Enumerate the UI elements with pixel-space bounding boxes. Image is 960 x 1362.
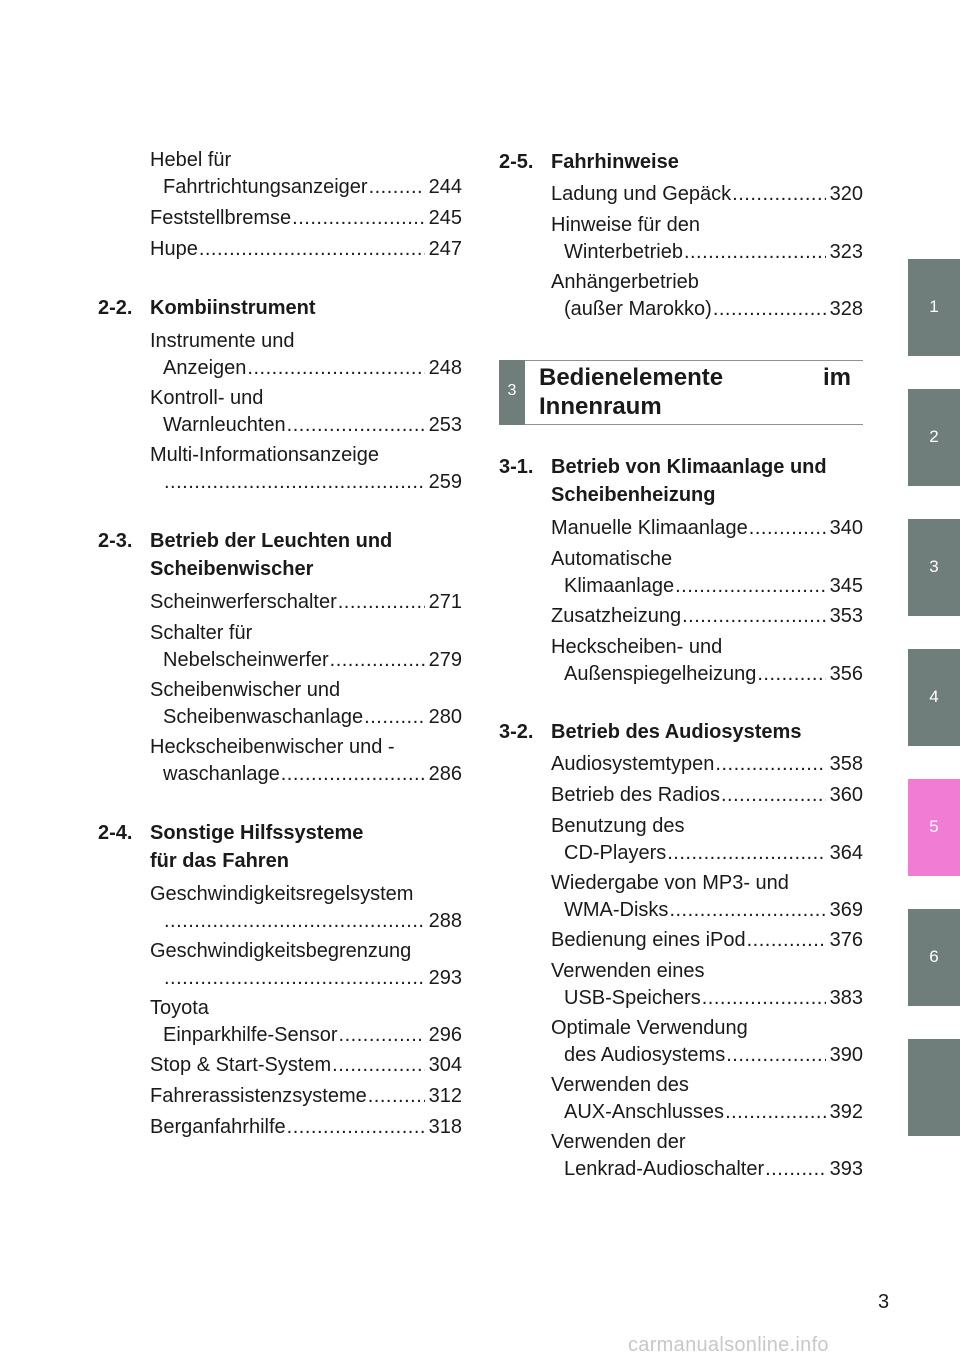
toc-page-number: 293	[428, 967, 462, 989]
section-number: 2-4.	[98, 822, 133, 844]
chapter-tab-3[interactable]	[908, 519, 960, 616]
toc-page-number: 244	[428, 176, 462, 198]
toc-page-number: 245	[428, 207, 462, 229]
toc-entry-line	[150, 734, 462, 761]
toc-entry-line	[150, 385, 462, 412]
dot-leader	[281, 761, 425, 788]
chapter-number: 3	[507, 382, 517, 399]
toc-entry-text: Scheibenwaschanlage	[163, 706, 364, 728]
section-number: 2-3.	[98, 530, 133, 552]
chapter-heading-box	[499, 360, 863, 425]
toc-page-number: 247	[428, 238, 462, 260]
toc-entry-line	[150, 355, 462, 382]
toc-entry[interactable]	[551, 1015, 863, 1069]
dot-leader	[164, 469, 425, 496]
toc-entry-line	[150, 1083, 462, 1110]
toc-entry-text: Geschwindigkeitsregelsystem	[150, 883, 414, 905]
toc-entry-line	[551, 573, 863, 600]
chapter-number-tab	[499, 360, 525, 425]
dot-leader	[725, 1099, 826, 1126]
toc-entry[interactable]	[551, 958, 863, 1012]
toc-entry[interactable]	[150, 677, 462, 731]
toc-entry-line	[150, 147, 462, 174]
toc-entry-text: AUX-Anschlusses	[564, 1101, 725, 1123]
chapter-tab-index[interactable]	[908, 1039, 960, 1136]
toc-entry-line	[150, 647, 462, 674]
toc-entry-line	[150, 589, 462, 616]
toc-entry[interactable]	[150, 995, 462, 1049]
toc-entry-line	[551, 546, 863, 573]
toc-entry-text: Verwenden des	[551, 1074, 689, 1096]
toc-entry-line	[150, 761, 462, 788]
toc-entry[interactable]	[551, 212, 863, 266]
toc-entry-line	[150, 236, 462, 263]
toc-entry-text: Hupe	[150, 238, 198, 260]
toc-entry[interactable]	[150, 938, 462, 992]
toc-entry[interactable]	[150, 205, 462, 232]
toc-entry-text: Feststellbremse	[150, 207, 292, 229]
section-number: 3-1.	[499, 456, 534, 478]
dot-leader	[669, 897, 825, 924]
toc-entry-line	[551, 985, 863, 1012]
toc-page-number: 288	[428, 910, 462, 932]
chapter-tab-label: 6	[929, 947, 939, 966]
toc-page-number: 383	[829, 987, 863, 1009]
toc-entry-line	[150, 328, 462, 355]
toc-page-number: 353	[829, 605, 863, 627]
dot-leader	[368, 1083, 425, 1110]
toc-entry-text: Warnleuchten	[163, 414, 286, 436]
section-title: Sonstige Hilfssysteme für das Fahren	[150, 822, 364, 872]
toc-entry-line	[551, 212, 863, 239]
toc-entry[interactable]	[150, 147, 462, 201]
toc-page-number: 320	[829, 183, 863, 205]
dot-leader	[675, 573, 826, 600]
toc-entry[interactable]	[150, 620, 462, 674]
dot-leader	[757, 661, 825, 688]
toc-entry-text: Toyota	[150, 997, 209, 1019]
dot-leader	[364, 704, 424, 731]
toc-entry-text: CD-Players	[564, 842, 667, 864]
section-title: Betrieb der Leuchten und Scheibenwischer	[150, 530, 393, 580]
toc-entry[interactable]	[150, 1083, 462, 1110]
toc-entry-line	[551, 1042, 863, 1069]
toc-page-number: 358	[829, 753, 863, 775]
toc-entry-text: Schalter für	[150, 622, 253, 644]
toc-entry-line	[150, 620, 462, 647]
page-number: 3	[878, 1291, 890, 1313]
toc-entry-text: Einparkhilfe-Sensor	[163, 1024, 338, 1046]
toc-entry-text: Zusatzheizung	[551, 605, 682, 627]
dot-leader	[332, 1052, 424, 1079]
toc-entry-line	[150, 881, 462, 908]
toc-entry[interactable]	[551, 782, 863, 809]
dot-leader	[684, 239, 826, 266]
toc-page-number: 364	[829, 842, 863, 864]
dot-leader	[765, 1156, 826, 1183]
toc-page-number: 280	[428, 706, 462, 728]
section-number: 2-5.	[499, 151, 534, 173]
toc-entry-line	[551, 239, 863, 266]
watermark: carmanualsonline.info	[628, 1334, 829, 1356]
toc-entry-text: Fahrtrichtungsanzeiger	[163, 176, 368, 198]
toc-page-number: 390	[829, 1044, 863, 1066]
toc-entry-line	[150, 965, 462, 992]
toc-entry-text: Automatische	[551, 548, 673, 570]
toc-entry-text: Heckscheiben- und	[551, 636, 723, 658]
dot-leader	[338, 589, 425, 616]
dot-leader	[164, 965, 425, 992]
chapter-tab-label: 3	[929, 557, 939, 576]
chapter-tab-1[interactable]	[908, 259, 960, 356]
toc-entry-text: Hebel für	[150, 149, 232, 171]
toc-entry-text: Scheinwerferschalter	[150, 591, 337, 613]
toc-page-number: 279	[428, 649, 462, 671]
section-number: 2-2.	[98, 297, 133, 319]
section-number: 3-2.	[499, 721, 534, 743]
dot-leader	[713, 296, 826, 323]
toc-entry-line	[150, 677, 462, 704]
chapter-tab-label: 2	[929, 427, 939, 446]
toc-entry-line	[551, 870, 863, 897]
dot-leader	[715, 751, 825, 778]
chapter-rule-top	[525, 360, 863, 361]
chapter-tab-2[interactable]	[908, 389, 960, 486]
dot-leader	[747, 927, 826, 954]
toc-entry-line	[551, 782, 863, 809]
toc-entry[interactable]	[551, 927, 863, 954]
toc-entry-line	[551, 958, 863, 985]
toc-entry-text: Verwenden eines	[551, 960, 705, 982]
toc-entry-text: Anhängerbetrieb	[551, 271, 699, 293]
toc-entry-line	[150, 442, 462, 469]
toc-entry-line	[150, 938, 462, 965]
toc-entry-text: Berganfahrhilfe	[150, 1116, 286, 1138]
toc-entry-text: Betrieb des Radios	[551, 784, 720, 806]
toc-entry[interactable]	[150, 442, 462, 496]
dot-leader	[292, 205, 424, 232]
toc-entry-text: Fahrerassistenzsysteme	[150, 1085, 367, 1107]
toc-entry-line	[150, 412, 462, 439]
toc-entry-line	[150, 205, 462, 232]
toc-page-number: 253	[428, 414, 462, 436]
toc-entry-line	[150, 704, 462, 731]
dot-leader	[667, 840, 825, 867]
toc-entry-text: USB-Speichers	[564, 987, 701, 1009]
toc-entry[interactable]	[551, 181, 863, 208]
toc-entry-text: Geschwindigkeitsbegrenzung	[150, 940, 412, 962]
toc-entry-text: Ladung und Gepäck	[551, 183, 732, 205]
toc-entry-text: Wiedergabe von MP3- und	[551, 872, 789, 894]
toc-entry-line	[150, 1022, 462, 1049]
dot-leader	[369, 174, 425, 201]
toc-entry[interactable]	[551, 813, 863, 867]
toc-entry-text: waschanlage	[163, 763, 280, 785]
toc-entry[interactable]	[551, 603, 863, 630]
toc-page-number: 248	[428, 357, 462, 379]
dot-leader	[287, 1114, 425, 1141]
toc-entry-text: Bedienung eines iPod	[551, 929, 746, 951]
toc-entry-line	[551, 1156, 863, 1183]
toc-entry-line	[551, 751, 863, 778]
toc-entry-text: Kontroll- und	[150, 387, 264, 409]
toc-entry-text: Optimale Verwendung	[551, 1017, 748, 1039]
toc-page-number: 376	[829, 929, 863, 951]
toc-entry[interactable]	[551, 515, 863, 542]
toc-entry[interactable]	[150, 881, 462, 935]
dot-leader	[721, 782, 826, 809]
toc-entry[interactable]	[150, 236, 462, 263]
toc-page-number: 323	[829, 241, 863, 263]
toc-entry-text: WMA-Disks	[564, 899, 669, 921]
toc-entry[interactable]	[150, 589, 462, 616]
section-title: Betrieb des Audiosystems	[551, 721, 802, 743]
toc-entry[interactable]	[551, 1072, 863, 1126]
toc-page-number: 328	[829, 298, 863, 320]
toc-entry[interactable]	[551, 870, 863, 924]
section-title: Betrieb von Klimaanlage und Scheibenheizung	[551, 456, 827, 506]
toc-entry-line	[150, 908, 462, 935]
dot-leader	[330, 647, 425, 674]
dot-leader	[287, 412, 425, 439]
toc-entry-line	[551, 897, 863, 924]
toc-entry-text: Lenkrad-Audioschalter	[564, 1158, 765, 1180]
toc-entry-text: Hinweise für den	[551, 214, 700, 236]
toc-entry[interactable]	[150, 1114, 462, 1141]
toc-entry-line	[551, 840, 863, 867]
toc-page-number: 318	[428, 1116, 462, 1138]
toc-entry[interactable]	[150, 328, 462, 382]
chapter-tab-label: 4	[929, 687, 939, 706]
dot-leader	[726, 1042, 825, 1069]
toc-entry[interactable]	[551, 751, 863, 778]
toc-entry-text: Winterbetrieb	[564, 241, 683, 263]
toc-entry-line	[551, 515, 863, 542]
toc-page-number: 312	[428, 1085, 462, 1107]
toc-entry-text: Nebelscheinwerfer	[163, 649, 329, 671]
dot-leader	[702, 985, 826, 1012]
chapter-tab-4[interactable]	[908, 649, 960, 746]
toc-page-number: 393	[829, 1158, 863, 1180]
toc-entry[interactable]	[551, 546, 863, 600]
toc-entry[interactable]	[150, 1052, 462, 1079]
toc-entry-line	[551, 813, 863, 840]
toc-entry[interactable]	[150, 385, 462, 439]
toc-entry-line	[551, 661, 863, 688]
chapter-title: Bedienelemente im Innenraum	[539, 364, 851, 420]
toc-entry-line	[150, 995, 462, 1022]
toc-entry[interactable]	[150, 734, 462, 788]
toc-entry-text: Außenspiegelheizung	[564, 663, 757, 685]
toc-entry-text: Heckscheibenwischer und -	[150, 736, 395, 758]
section-title: Fahrhinweise	[551, 151, 679, 173]
dot-leader	[164, 908, 425, 935]
toc-entry-text: Audiosystemtypen	[551, 753, 715, 775]
toc-page-number: 340	[829, 517, 863, 539]
toc-entry-line	[551, 634, 863, 661]
toc-entry[interactable]	[551, 634, 863, 688]
toc-entry-text: Manuelle Klimaanlage	[551, 517, 748, 539]
dot-leader	[199, 236, 425, 263]
toc-entry-line	[551, 603, 863, 630]
toc-page-number: 271	[428, 591, 462, 613]
toc-entry[interactable]	[551, 1129, 863, 1183]
toc-entry-line	[150, 469, 462, 496]
toc-entry-line	[150, 1114, 462, 1141]
chapter-rule-bottom	[525, 424, 863, 425]
chapter-tab-5[interactable]	[908, 779, 960, 876]
chapter-tab-6[interactable]	[908, 909, 960, 1006]
chapter-tab-label: 5	[929, 817, 939, 836]
toc-entry-line	[551, 1129, 863, 1156]
toc-page-number: 286	[428, 763, 462, 785]
toc-page-number: 369	[829, 899, 863, 921]
chapter-tab-label: 1	[929, 297, 939, 316]
toc-entry-line	[551, 927, 863, 954]
toc-page-number: 360	[829, 784, 863, 806]
dot-leader	[749, 515, 826, 542]
toc-entry-text: Multi-Informationsanzeige	[150, 444, 379, 466]
toc-page-number: 296	[428, 1024, 462, 1046]
toc-entry-line	[551, 1072, 863, 1099]
toc-entry-line	[551, 269, 863, 296]
toc-entry-text: Klimaanlage	[564, 575, 675, 597]
toc-entry-text: Benutzung des	[551, 815, 685, 837]
toc-entry-line	[150, 174, 462, 201]
toc-entry-text: Verwenden der	[551, 1131, 686, 1153]
toc-entry-line	[150, 1052, 462, 1079]
toc-page-number: 259	[428, 471, 462, 493]
dot-leader	[339, 1022, 425, 1049]
toc-page-number: 304	[428, 1054, 462, 1076]
toc-entry-text: Anzeigen	[163, 357, 247, 379]
toc-entry-text: des Audiosystems	[564, 1044, 726, 1066]
toc-entry-text: (außer Marokko)	[564, 298, 712, 320]
section-title: Kombiinstrument	[150, 297, 316, 319]
dot-leader	[682, 603, 826, 630]
toc-entry-text: Stop & Start-System	[150, 1054, 332, 1076]
toc-entry-text: Scheibenwischer und	[150, 679, 341, 701]
toc-entry-line	[551, 296, 863, 323]
toc-entry-line	[551, 1015, 863, 1042]
toc-page-number: 356	[829, 663, 863, 685]
toc-entry-text: Instrumente und	[150, 330, 295, 352]
toc-entry-line	[551, 1099, 863, 1126]
toc-entry[interactable]	[551, 269, 863, 323]
toc-page-number: 345	[829, 575, 863, 597]
toc-entry-line	[551, 181, 863, 208]
dot-leader	[247, 355, 424, 382]
dot-leader	[732, 181, 825, 208]
toc-page-number: 392	[829, 1101, 863, 1123]
